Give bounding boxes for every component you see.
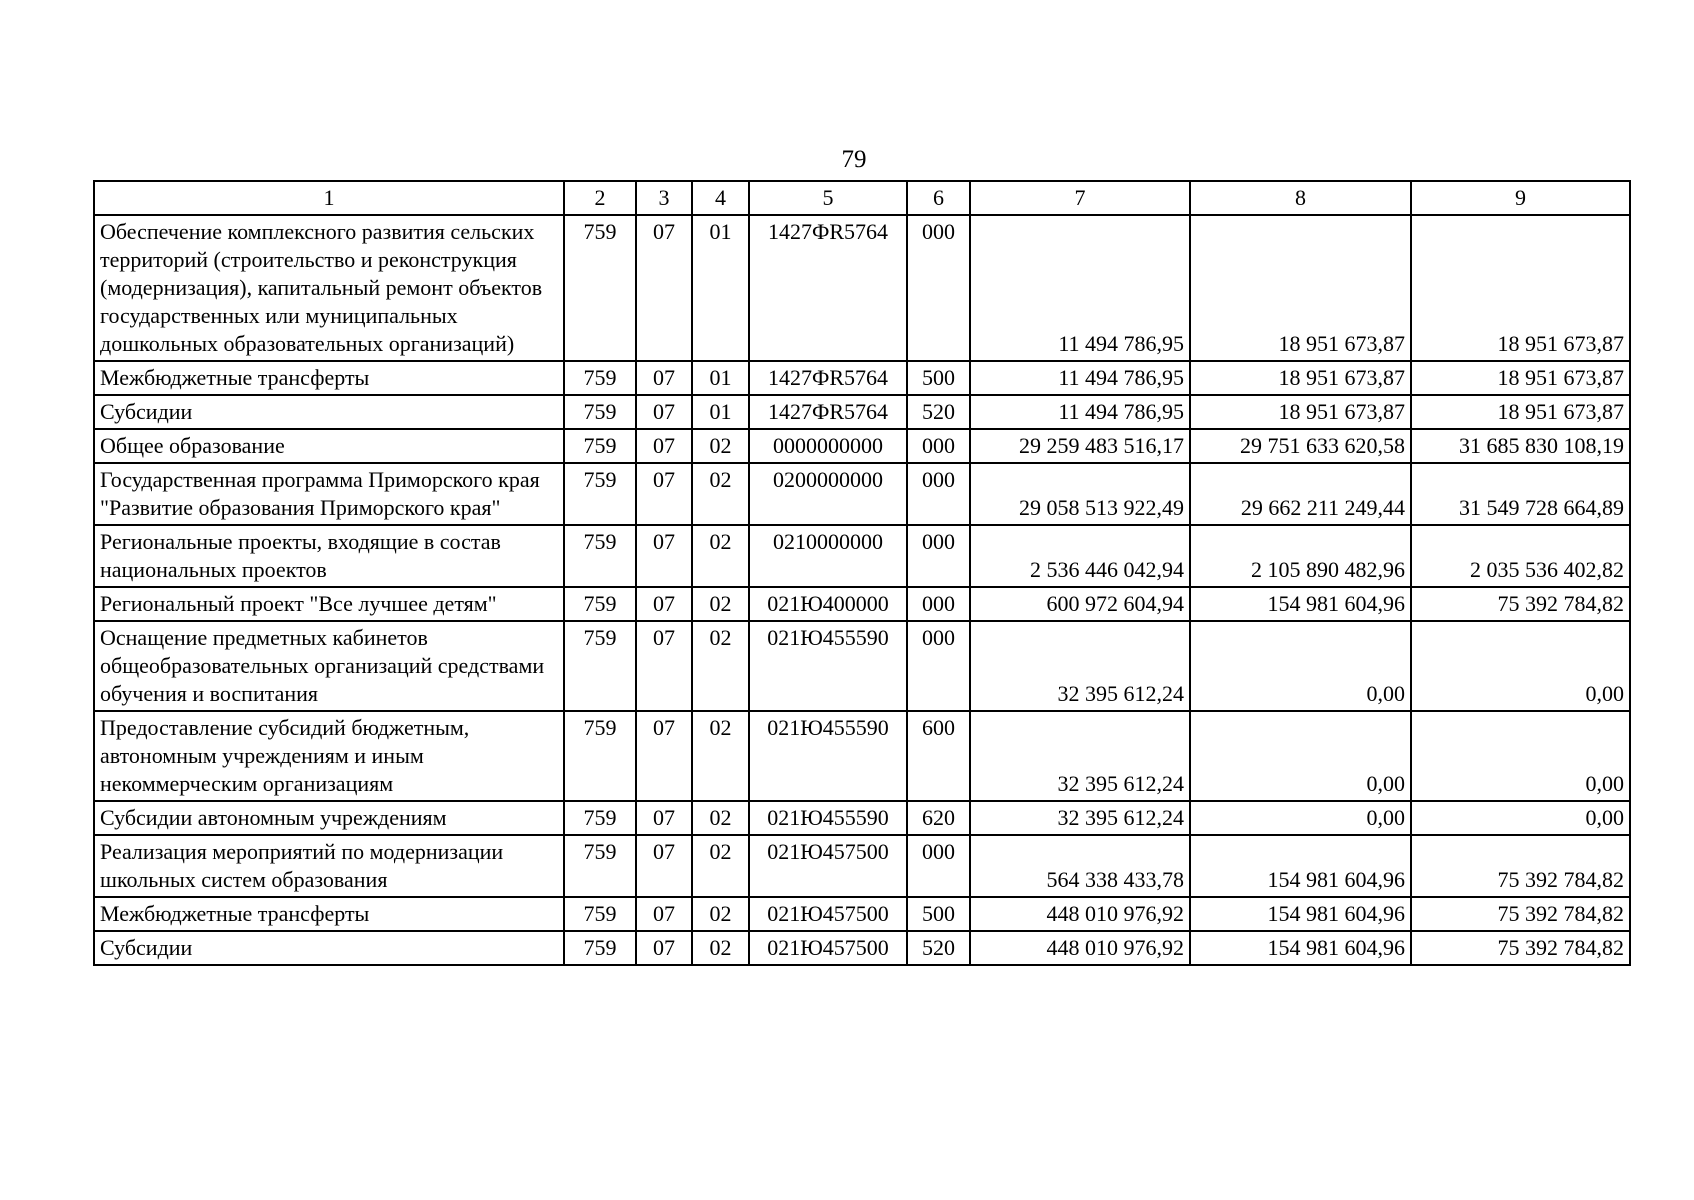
expense-type-cell: 000 — [907, 215, 970, 361]
expense-type-cell: 600 — [907, 711, 970, 801]
table-row — [94, 711, 1630, 801]
expense-type-cell: 000 — [907, 621, 970, 711]
target-article-cell: 021Ю455590 — [749, 711, 907, 801]
subsection-code-cell: 02 — [692, 621, 749, 711]
amount-col9-cell: 75 392 784,82 — [1411, 835, 1630, 897]
section-code-cell: 07 — [636, 463, 692, 525]
amount-col9-cell: 2 035 536 402,82 — [1411, 525, 1630, 587]
ministry-code-cell: 759 — [564, 931, 636, 965]
table-header — [94, 181, 1630, 215]
amount-col7-cell: 600 972 604,94 — [970, 587, 1190, 621]
subsection-code-cell: 01 — [692, 215, 749, 361]
amount-col9-cell: 75 392 784,82 — [1411, 587, 1630, 621]
amount-col7-cell: 32 395 612,24 — [970, 711, 1190, 801]
target-article-cell: 0200000000 — [749, 463, 907, 525]
subsection-code-cell: 01 — [692, 395, 749, 429]
ministry-code-cell: 759 — [564, 897, 636, 931]
amount-col7-cell: 32 395 612,24 — [970, 621, 1190, 711]
target-article-cell: 021Ю400000 — [749, 587, 907, 621]
section-code-cell: 07 — [636, 801, 692, 835]
amount-col7-cell: 11 494 786,95 — [970, 215, 1190, 361]
row-name-cell: Субсидии автономным учреждениям — [94, 801, 564, 835]
expense-type-cell: 500 — [907, 897, 970, 931]
section-code-cell: 07 — [636, 395, 692, 429]
column-header-7: 7 — [970, 181, 1190, 215]
amount-col7-cell: 2 536 446 042,94 — [970, 525, 1190, 587]
row-name-cell: Субсидии — [94, 395, 564, 429]
section-code-cell: 07 — [636, 835, 692, 897]
subsection-code-cell: 02 — [692, 525, 749, 587]
target-article-cell: 021Ю457500 — [749, 931, 907, 965]
expense-type-cell: 500 — [907, 361, 970, 395]
table-row — [94, 835, 1630, 897]
section-code-cell: 07 — [636, 621, 692, 711]
section-code-cell: 07 — [636, 361, 692, 395]
ministry-code-cell: 759 — [564, 361, 636, 395]
amount-col9-cell: 75 392 784,82 — [1411, 931, 1630, 965]
table-row — [94, 395, 1630, 429]
ministry-code-cell: 759 — [564, 215, 636, 361]
amount-col8-cell: 154 981 604,96 — [1190, 897, 1411, 931]
section-code-cell: 07 — [636, 897, 692, 931]
expense-type-cell: 000 — [907, 525, 970, 587]
row-name-cell: Субсидии — [94, 931, 564, 965]
row-name-cell: Региональные проекты, входящие в состав национальных проектов — [94, 525, 564, 587]
amount-col9-cell: 0,00 — [1411, 801, 1630, 835]
target-article-cell: 1427ФR5764 — [749, 361, 907, 395]
section-code-cell: 07 — [636, 587, 692, 621]
amount-col7-cell: 29 259 483 516,17 — [970, 429, 1190, 463]
amount-col8-cell: 29 751 633 620,58 — [1190, 429, 1411, 463]
budget-table — [93, 180, 1631, 966]
subsection-code-cell: 02 — [692, 587, 749, 621]
amount-col8-cell: 154 981 604,96 — [1190, 587, 1411, 621]
subsection-code-cell: 02 — [692, 801, 749, 835]
ministry-code-cell: 759 — [564, 587, 636, 621]
amount-col8-cell: 0,00 — [1190, 711, 1411, 801]
expense-type-cell: 000 — [907, 429, 970, 463]
expense-type-cell: 000 — [907, 835, 970, 897]
section-code-cell: 07 — [636, 525, 692, 587]
section-code-cell: 07 — [636, 215, 692, 361]
amount-col9-cell: 0,00 — [1411, 621, 1630, 711]
target-article-cell: 021Ю455590 — [749, 801, 907, 835]
amount-col8-cell: 18 951 673,87 — [1190, 395, 1411, 429]
ministry-code-cell: 759 — [564, 835, 636, 897]
amount-col7-cell: 448 010 976,92 — [970, 931, 1190, 965]
amount-col9-cell: 31 549 728 664,89 — [1411, 463, 1630, 525]
subsection-code-cell: 02 — [692, 463, 749, 525]
row-name-cell: Оснащение предметных кабинетов общеобразовательных организаций средствами обучения и воспитания — [94, 621, 564, 711]
section-code-cell: 07 — [636, 429, 692, 463]
amount-col7-cell: 11 494 786,95 — [970, 395, 1190, 429]
target-article-cell: 0000000000 — [749, 429, 907, 463]
section-code-cell: 07 — [636, 711, 692, 801]
amount-col8-cell: 0,00 — [1190, 801, 1411, 835]
ministry-code-cell: 759 — [564, 711, 636, 801]
column-header-4: 4 — [692, 181, 749, 215]
target-article-cell: 021Ю455590 — [749, 621, 907, 711]
amount-col8-cell: 0,00 — [1190, 621, 1411, 711]
amount-col8-cell: 29 662 211 249,44 — [1190, 463, 1411, 525]
section-code-cell: 07 — [636, 931, 692, 965]
amount-col8-cell: 154 981 604,96 — [1190, 835, 1411, 897]
target-article-cell: 0210000000 — [749, 525, 907, 587]
table-row — [94, 931, 1630, 965]
column-header-1: 1 — [94, 181, 564, 215]
column-header-9: 9 — [1411, 181, 1630, 215]
expense-type-cell: 000 — [907, 587, 970, 621]
amount-col7-cell: 29 058 513 922,49 — [970, 463, 1190, 525]
amount-col8-cell: 2 105 890 482,96 — [1190, 525, 1411, 587]
table-row — [94, 215, 1630, 361]
table-row — [94, 361, 1630, 395]
expense-type-cell: 520 — [907, 931, 970, 965]
target-article-cell: 021Ю457500 — [749, 897, 907, 931]
amount-col9-cell: 18 951 673,87 — [1411, 395, 1630, 429]
subsection-code-cell: 02 — [692, 897, 749, 931]
expense-type-cell: 620 — [907, 801, 970, 835]
page-number: 79 — [841, 146, 867, 173]
amount-col7-cell: 448 010 976,92 — [970, 897, 1190, 931]
row-name-cell: Предоставление субсидий бюджетным, автономным учреждениям и иным некоммерческим организациям — [94, 711, 564, 801]
subsection-code-cell: 02 — [692, 835, 749, 897]
column-header-3: 3 — [636, 181, 692, 215]
column-header-8: 8 — [1190, 181, 1411, 215]
column-header-2: 2 — [564, 181, 636, 215]
amount-col8-cell: 18 951 673,87 — [1190, 361, 1411, 395]
amount-col8-cell: 154 981 604,96 — [1190, 931, 1411, 965]
ministry-code-cell: 759 — [564, 429, 636, 463]
subsection-code-cell: 02 — [692, 429, 749, 463]
target-article-cell: 1427ФR5764 — [749, 215, 907, 361]
row-name-cell: Межбюджетные трансферты — [94, 361, 564, 395]
table-body — [94, 215, 1630, 965]
row-name-cell: Региональный проект "Все лучшее детям" — [94, 587, 564, 621]
amount-col7-cell: 11 494 786,95 — [970, 361, 1190, 395]
amount-col9-cell: 0,00 — [1411, 711, 1630, 801]
amount-col8-cell: 18 951 673,87 — [1190, 215, 1411, 361]
expense-type-cell: 000 — [907, 463, 970, 525]
row-name-cell: Общее образование — [94, 429, 564, 463]
target-article-cell: 021Ю457500 — [749, 835, 907, 897]
subsection-code-cell: 02 — [692, 931, 749, 965]
table-row — [94, 525, 1630, 587]
row-name-cell: Обеспечение комплексного развития сельских территорий (строительство и реконструкция (модернизация), капитальный ремонт объектов государственных или муниципальных дошкольных образовательных организаций) — [94, 215, 564, 361]
row-name-cell: Государственная программа Приморского края "Развитие образования Приморского края" — [94, 463, 564, 525]
subsection-code-cell: 02 — [692, 711, 749, 801]
row-name-cell: Межбюджетные трансферты — [94, 897, 564, 931]
table-row — [94, 587, 1630, 621]
row-name-cell: Реализация мероприятий по модернизации школьных систем образования — [94, 835, 564, 897]
ministry-code-cell: 759 — [564, 621, 636, 711]
table-row — [94, 897, 1630, 931]
amount-col9-cell: 75 392 784,82 — [1411, 897, 1630, 931]
table-row — [94, 801, 1630, 835]
amount-col9-cell: 18 951 673,87 — [1411, 361, 1630, 395]
ministry-code-cell: 759 — [564, 395, 636, 429]
table-row — [94, 621, 1630, 711]
column-header-6: 6 — [907, 181, 970, 215]
amount-col9-cell: 18 951 673,87 — [1411, 215, 1630, 361]
table-row — [94, 429, 1630, 463]
amount-col9-cell: 31 685 830 108,19 — [1411, 429, 1630, 463]
amount-col7-cell: 32 395 612,24 — [970, 801, 1190, 835]
ministry-code-cell: 759 — [564, 463, 636, 525]
header-row — [94, 181, 1630, 215]
subsection-code-cell: 01 — [692, 361, 749, 395]
amount-col7-cell: 564 338 433,78 — [970, 835, 1190, 897]
ministry-code-cell: 759 — [564, 801, 636, 835]
expense-type-cell: 520 — [907, 395, 970, 429]
column-header-5: 5 — [749, 181, 907, 215]
target-article-cell: 1427ФR5764 — [749, 395, 907, 429]
table-row — [94, 463, 1630, 525]
ministry-code-cell: 759 — [564, 525, 636, 587]
